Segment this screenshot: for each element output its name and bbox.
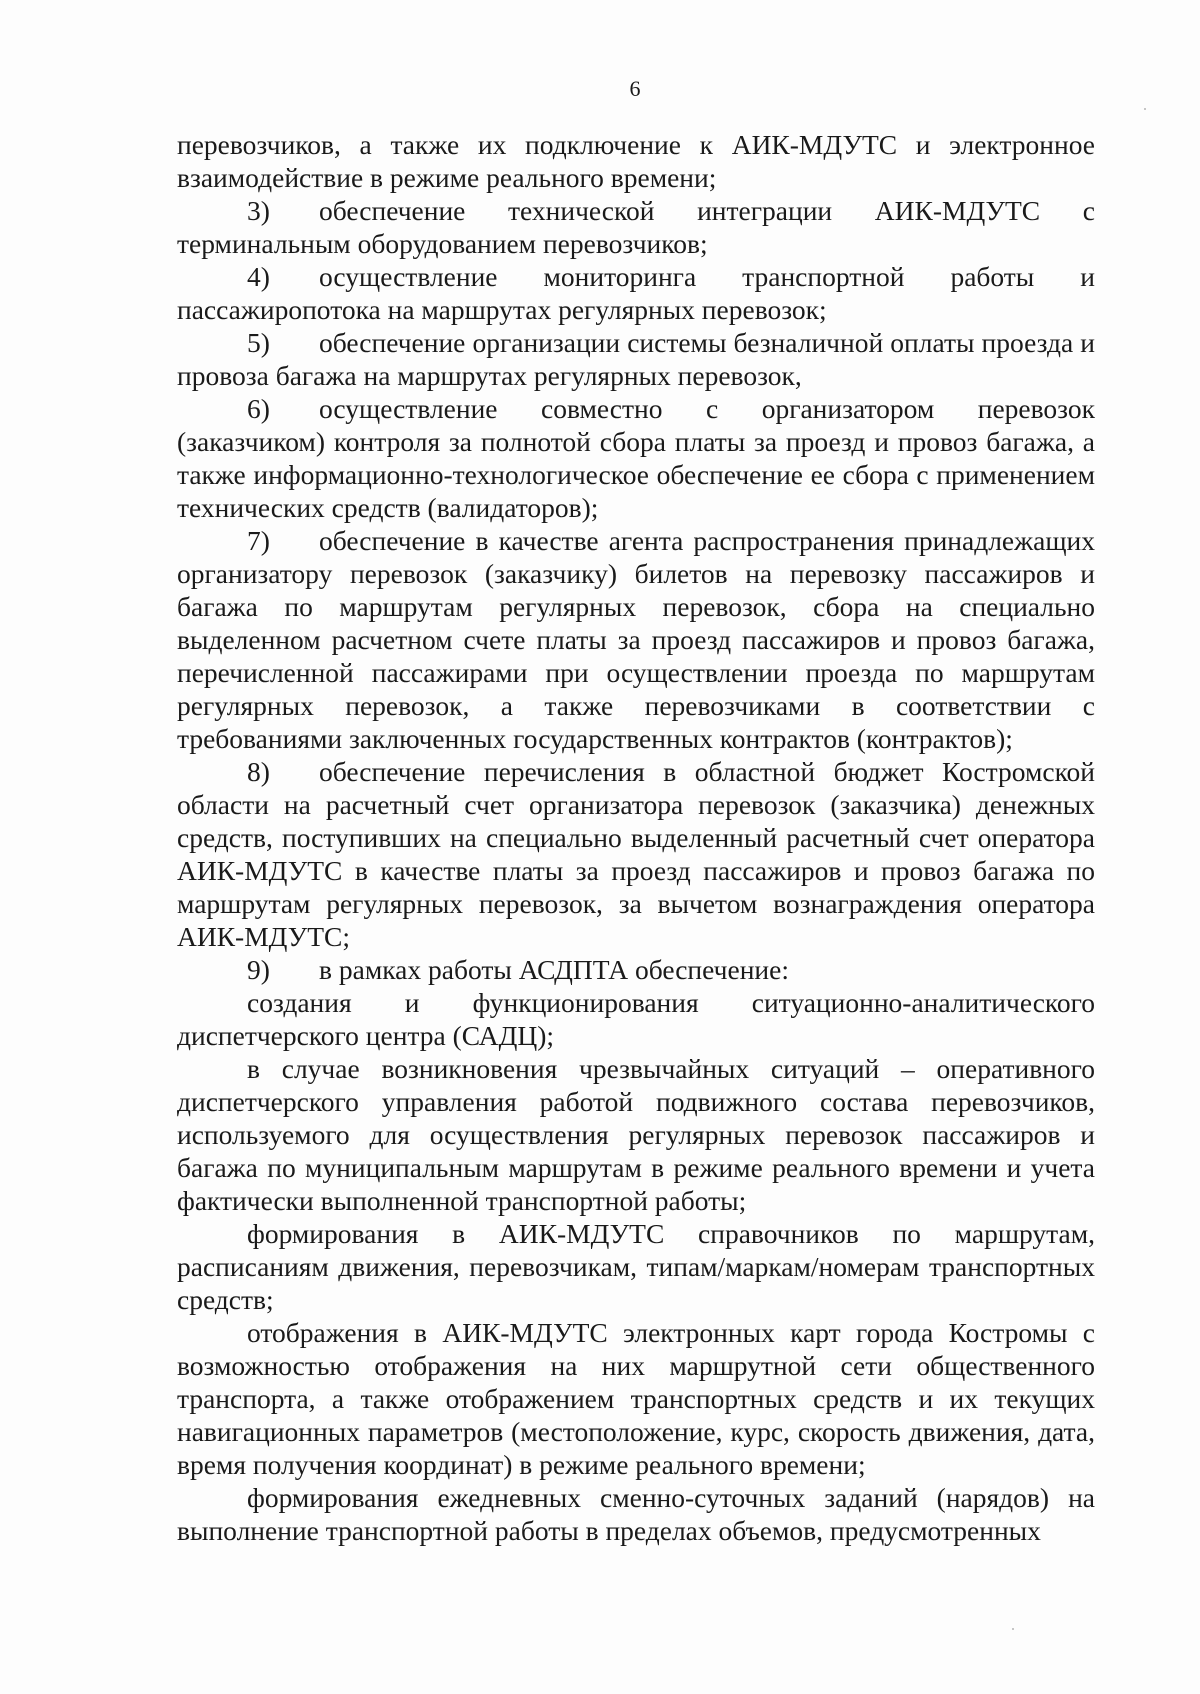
paragraph-text: отображения в АИК-МДУТС электронных карт города Костромы с возможностью отображения на них маршрутной сети общественного транспорта, а также отображением транспортных средств и их текущих навигационных параметров (местоположение, курс, скорость движения, дата, время получения координат) в режиме реального времени; bbox=[177, 1317, 1095, 1480]
list-item-9 bbox=[177, 953, 1095, 986]
page-number: 6 bbox=[629, 76, 641, 101]
paragraph-text: обеспечение технической интеграции АИК-МДУТС с терминальным оборудованием перевозчиков; bbox=[177, 195, 1095, 259]
paragraph-text: формирования ежедневных сменно-суточных заданий (нарядов) на выполнение транспортной работы в пределах объемов, предусмотренных bbox=[177, 1482, 1095, 1546]
document-body bbox=[177, 128, 1095, 1547]
list-number: 7) bbox=[247, 525, 270, 556]
list-item-4 bbox=[177, 260, 1095, 326]
paragraph-text: обеспечение перечисления в областной бюджет Костромской области на расчетный счет организатора перевозок (заказчика) денежных средств, поступивших на специально выделенный расчетный счет оператора АИК-МДУТС в качестве платы за проезд пассажиров и провоз багажа по маршрутам регулярных перевозок, за вычетом вознаграждения оператора АИК-МДУТС; bbox=[177, 756, 1095, 952]
list-number: 6) bbox=[247, 393, 270, 424]
list-number: 8) bbox=[247, 756, 270, 787]
paragraph-text: обеспечение в качестве агента распространения принадлежащих организатору перевозок (заказчику) билетов на перевозку пассажиров и багажа по маршрутам регулярных перевозок, сбора на специально выделенном расчетном счете платы за проезд пассажиров и провоз багажа, перечисленной пассажирами при осуществлении проезда по маршрутам регулярных перевозок, а также перевозчиками в соответствии с требованиями заключенных государственных контрактов (контрактов); bbox=[177, 525, 1095, 754]
list-item-8 bbox=[177, 755, 1095, 953]
scan-speck bbox=[1012, 1628, 1014, 1630]
sub-item-daily-tasks bbox=[177, 1481, 1095, 1547]
list-item-6 bbox=[177, 392, 1095, 524]
sub-item-maps bbox=[177, 1316, 1095, 1481]
paragraph-text: перевозчиков, а также их подключение к АИК-МДУТС и электронное взаимодействие в режиме реального времени; bbox=[177, 129, 1095, 193]
paragraph-text: создания и функционирования ситуационно-аналитического диспетчерского центра (САДЦ); bbox=[177, 987, 1095, 1051]
sub-item-sadc bbox=[177, 986, 1095, 1052]
paragraph-text: обеспечение организации системы безналичной оплаты проезда и провоза багажа на маршрутах регулярных перевозок, bbox=[177, 327, 1095, 391]
list-number: 3) bbox=[247, 195, 270, 226]
list-item-3 bbox=[177, 194, 1095, 260]
sub-item-directories bbox=[177, 1217, 1095, 1316]
sub-item-emergency bbox=[177, 1052, 1095, 1217]
list-number: 5) bbox=[247, 327, 270, 358]
paragraph-text: формирования в АИК-МДУТС справочников по маршрутам, расписаниям движения, перевозчикам, типам/маркам/номерам транспортных средств; bbox=[177, 1218, 1095, 1315]
paragraph-text: осуществление мониторинга транспортной работы и пассажиропотока на маршрутах регулярных перевозок; bbox=[177, 261, 1095, 325]
paragraph-continuation bbox=[177, 128, 1095, 194]
paragraph-text: в рамках работы АСДПТА обеспечение: bbox=[319, 954, 789, 985]
paragraph-text: осуществление совместно с организатором перевозок (заказчиком) контроля за полнотой сбора платы за проезд и провоз багажа, а также информационно-технологическое обеспечение ее сбора с применением технических средств (валидаторов); bbox=[177, 393, 1095, 523]
paragraph-text: в случае возникновения чрезвычайных ситуаций – оперативного диспетчерского управления работой подвижного состава перевозчиков, используемого для осуществления регулярных перевозок пассажиров и багажа по муниципальным маршрутам в режиме реального времени и учета фактически выполненной транспортной работы; bbox=[177, 1053, 1095, 1216]
list-number: 9) bbox=[247, 954, 270, 985]
list-item-7 bbox=[177, 524, 1095, 755]
list-number: 4) bbox=[247, 261, 270, 292]
scan-speck bbox=[1144, 108, 1146, 110]
list-item-5 bbox=[177, 326, 1095, 392]
